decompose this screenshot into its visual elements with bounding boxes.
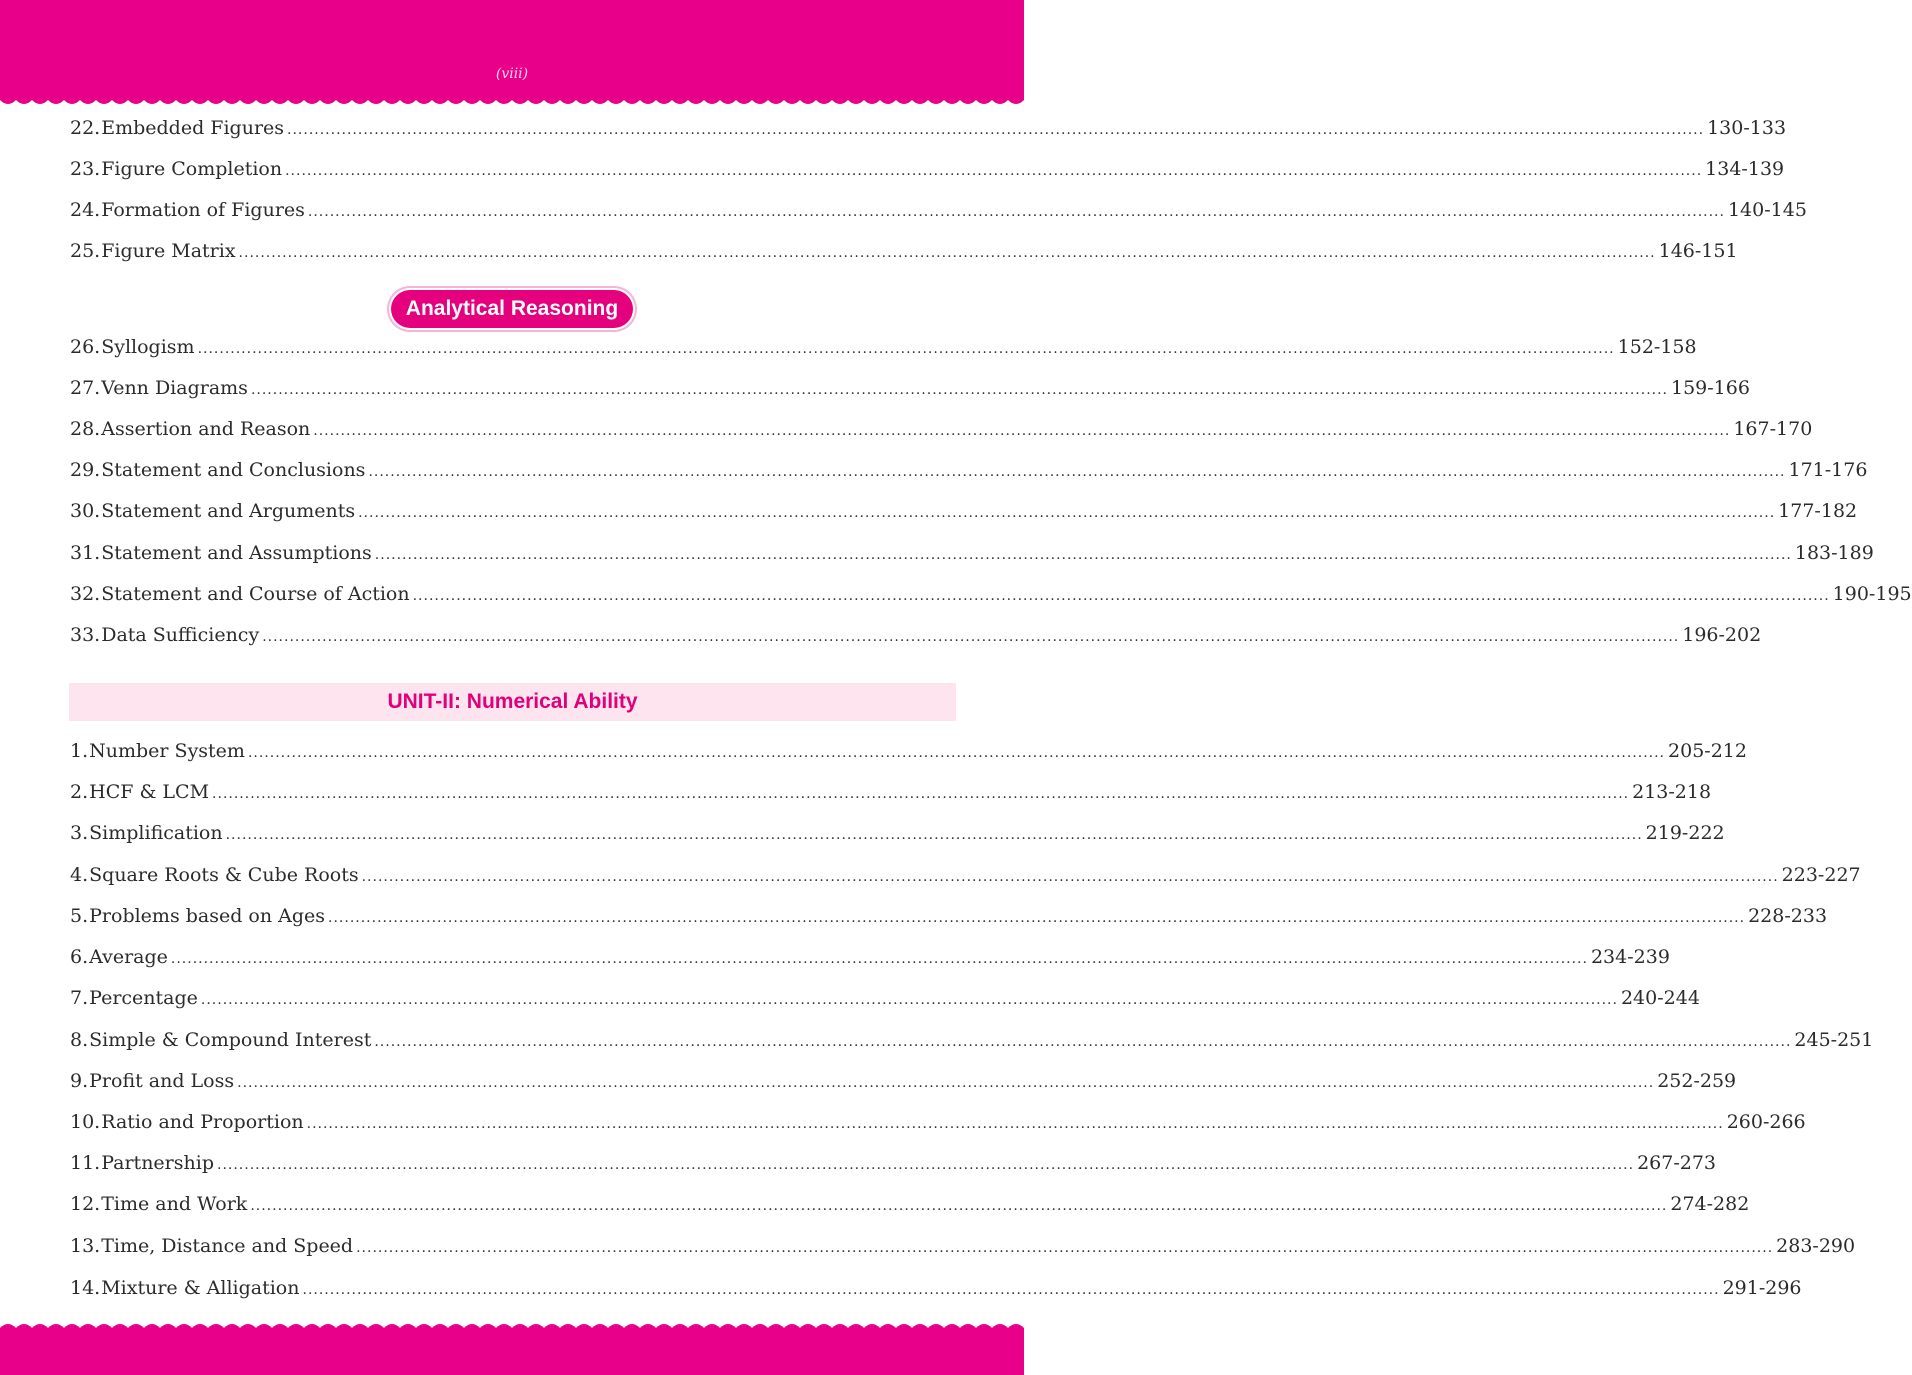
entry-title: Data Sufficiency [101, 624, 260, 646]
entry-title: Figure Completion [101, 158, 283, 180]
entry-pages: 183-189 [1794, 542, 1874, 564]
toc-entry[interactable] [70, 1025, 1874, 1055]
entry-pages: 205-212 [1668, 740, 1747, 762]
entry-pages: 240-244 [1620, 987, 1700, 1009]
entry-pages: 190-195 [1832, 583, 1912, 605]
toc-entry[interactable] [70, 942, 1670, 972]
entry-pages: 234-239 [1590, 946, 1670, 968]
entry-pages: 223-227 [1781, 864, 1861, 886]
toc-entry[interactable] [70, 860, 1861, 890]
entry-pages: 146-151 [1658, 240, 1738, 262]
dot-leader: .................................................................................................................................................................................................................................................................... [302, 1282, 1720, 1298]
entry-number: 26. [70, 336, 101, 358]
dot-leader: .................................................................................................................................................................................................................................................................... [285, 163, 1703, 179]
entry-number: 33. [70, 624, 101, 646]
dot-leader: .................................................................................................................................................................................................................................................................... [217, 1157, 1635, 1173]
toc-entry[interactable] [70, 373, 1750, 403]
toc-entry[interactable] [70, 777, 1712, 807]
dot-leader: .................................................................................................................................................................................................................................................................... [250, 382, 1668, 398]
entry-pages: 152-158 [1617, 336, 1697, 358]
entry-number: 22. [70, 117, 101, 139]
entry-title: Number System [89, 740, 245, 762]
dot-leader: .................................................................................................................................................................................................................................................................... [250, 1198, 1668, 1214]
toc-entry[interactable] [70, 113, 1787, 143]
toc-entry[interactable] [70, 1066, 1737, 1096]
entry-title: Problems based on Ages [89, 905, 326, 927]
dot-leader: .................................................................................................................................................................................................................................................................... [368, 464, 1786, 480]
entry-title: Syllogism [101, 336, 195, 358]
entry-number: 23. [70, 158, 101, 180]
entry-number: 9. [70, 1070, 89, 1092]
toc-entry[interactable] [70, 195, 1807, 225]
entry-pages: 283-290 [1776, 1235, 1856, 1257]
unit-heading-numerical-ability: UNIT-II: Numerical Ability [69, 683, 956, 721]
entry-title: Profit and Loss [89, 1070, 235, 1092]
dot-leader: .................................................................................................................................................................................................................................................................... [247, 745, 1666, 761]
entry-number: 6. [70, 946, 89, 968]
footer-band [0, 1320, 1024, 1375]
page-number: (viii) [495, 66, 529, 82]
entry-title: Average [89, 946, 168, 968]
toc-entry[interactable] [70, 496, 1858, 526]
entry-pages: 130-133 [1707, 117, 1787, 139]
entry-title: Assertion and Reason [101, 418, 311, 440]
dot-leader: .................................................................................................................................................................................................................................................................... [170, 951, 1588, 967]
entry-title: Venn Diagrams [101, 377, 248, 399]
entry-title: Percentage [89, 987, 198, 1009]
toc-entry[interactable] [70, 236, 1738, 266]
entry-number: 8. [70, 1029, 89, 1051]
dot-leader: .................................................................................................................................................................................................................................................................... [225, 827, 1643, 843]
entry-title: Statement and Assumptions [101, 542, 372, 564]
header-band-shape [0, 0, 1024, 112]
entry-number: 3. [70, 822, 89, 844]
toc-entry[interactable] [70, 818, 1725, 848]
entry-pages: 291-296 [1722, 1277, 1802, 1299]
entry-pages: 196-202 [1682, 624, 1762, 646]
toc-entry[interactable] [70, 1148, 1717, 1178]
dot-leader: .................................................................................................................................................................................................................................................................... [238, 245, 1656, 261]
entry-pages: 245-251 [1794, 1029, 1874, 1051]
dot-leader: .................................................................................................................................................................................................................................................................... [212, 786, 1630, 802]
entry-pages: 134-139 [1705, 158, 1785, 180]
toc-entry[interactable] [70, 983, 1700, 1013]
dot-leader: .................................................................................................................................................................................................................................................................... [287, 122, 1705, 138]
entry-number: 25. [70, 240, 101, 262]
section-heading-analytical-reasoning: Analytical Reasoning [391, 290, 633, 328]
toc-entry[interactable] [70, 1231, 1856, 1261]
entry-number: 24. [70, 199, 101, 221]
toc-entry[interactable] [70, 414, 1813, 444]
toc-entry[interactable] [70, 736, 1747, 766]
toc-entry[interactable] [70, 332, 1697, 362]
entry-pages: 177-182 [1778, 500, 1858, 522]
entry-number: 4. [70, 864, 89, 886]
entry-title: Mixture & Alligation [101, 1277, 300, 1299]
entry-pages: 252-259 [1657, 1070, 1737, 1092]
toc-entry[interactable] [70, 538, 1874, 568]
toc-entry[interactable] [70, 455, 1868, 485]
entry-number: 11. [70, 1152, 101, 1174]
entry-pages: 159-166 [1671, 377, 1750, 399]
entry-pages: 228-233 [1748, 905, 1828, 927]
entry-title: Statement and Course of Action [101, 583, 410, 605]
entry-number: 14. [70, 1277, 101, 1299]
dot-leader: .................................................................................................................................................................................................................................................................... [328, 910, 1746, 926]
entry-pages: 219-222 [1645, 822, 1725, 844]
entry-title: Formation of Figures [101, 199, 305, 221]
dot-leader: .................................................................................................................................................................................................................................................................... [374, 1034, 1792, 1050]
dot-leader: .................................................................................................................................................................................................................................................................... [412, 588, 1830, 604]
entry-title: Simplification [89, 822, 223, 844]
entry-title: Figure Matrix [101, 240, 236, 262]
entry-number: 1. [70, 740, 89, 762]
entry-pages: 167-170 [1733, 418, 1813, 440]
dot-leader: .................................................................................................................................................................................................................................................................... [361, 869, 1779, 885]
entry-pages: 260-266 [1726, 1111, 1806, 1133]
entry-title: Statement and Conclusions [101, 459, 366, 481]
dot-leader: .................................................................................................................................................................................................................................................................... [374, 547, 1792, 563]
entry-number: 27. [70, 377, 101, 399]
dot-leader: .................................................................................................................................................................................................................................................................... [307, 204, 1725, 220]
entry-number: 7. [70, 987, 89, 1009]
entry-pages: 267-273 [1637, 1152, 1717, 1174]
entry-number: 2. [70, 781, 89, 803]
dot-leader: .................................................................................................................................................................................................................................................................... [200, 992, 1618, 1008]
dot-leader: .................................................................................................................................................................................................................................................................... [358, 505, 1776, 521]
entry-number: 31. [70, 542, 101, 564]
toc-entry[interactable] [70, 901, 1828, 931]
entry-number: 10. [70, 1111, 101, 1133]
dot-leader: .................................................................................................................................................................................................................................................................... [197, 341, 1615, 357]
entry-number: 30. [70, 500, 101, 522]
entry-number: 32. [70, 583, 101, 605]
entry-pages: 171-176 [1788, 459, 1868, 481]
toc-entry[interactable] [70, 579, 1912, 609]
dot-leader: .................................................................................................................................................................................................................................................................... [237, 1075, 1655, 1091]
toc-entry[interactable] [70, 620, 1762, 650]
entry-title: Embedded Figures [101, 117, 285, 139]
entry-pages: 140-145 [1727, 199, 1807, 221]
entry-title: Time, Distance and Speed [101, 1235, 354, 1257]
entry-title: Partnership [101, 1152, 214, 1174]
entry-number: 13. [70, 1235, 101, 1257]
toc-entry[interactable] [70, 1273, 1802, 1303]
entry-number: 29. [70, 459, 101, 481]
entry-number: 5. [70, 905, 89, 927]
dot-leader: .................................................................................................................................................................................................................................................................... [262, 629, 1680, 645]
entry-pages: 213-218 [1632, 781, 1712, 803]
entry-number: 28. [70, 418, 101, 440]
toc-entry[interactable] [70, 154, 1785, 184]
toc-entry[interactable] [70, 1189, 1750, 1219]
dot-leader: .................................................................................................................................................................................................................................................................... [306, 1116, 1724, 1132]
entry-number: 12. [70, 1193, 101, 1215]
entry-pages: 274-282 [1670, 1193, 1750, 1215]
footer-band-shape [0, 1320, 1024, 1375]
dot-leader: .................................................................................................................................................................................................................................................................... [313, 423, 1731, 439]
dot-leader: .................................................................................................................................................................................................................................................................... [356, 1240, 1774, 1256]
entry-title: HCF & LCM [89, 781, 210, 803]
entry-title: Simple & Compound Interest [89, 1029, 372, 1051]
entry-title: Ratio and Proportion [101, 1111, 304, 1133]
toc-entry[interactable] [70, 1107, 1806, 1137]
entry-title: Statement and Arguments [101, 500, 356, 522]
entry-title: Time and Work [101, 1193, 248, 1215]
header-band [0, 0, 1024, 112]
entry-title: Square Roots & Cube Roots [89, 864, 359, 886]
